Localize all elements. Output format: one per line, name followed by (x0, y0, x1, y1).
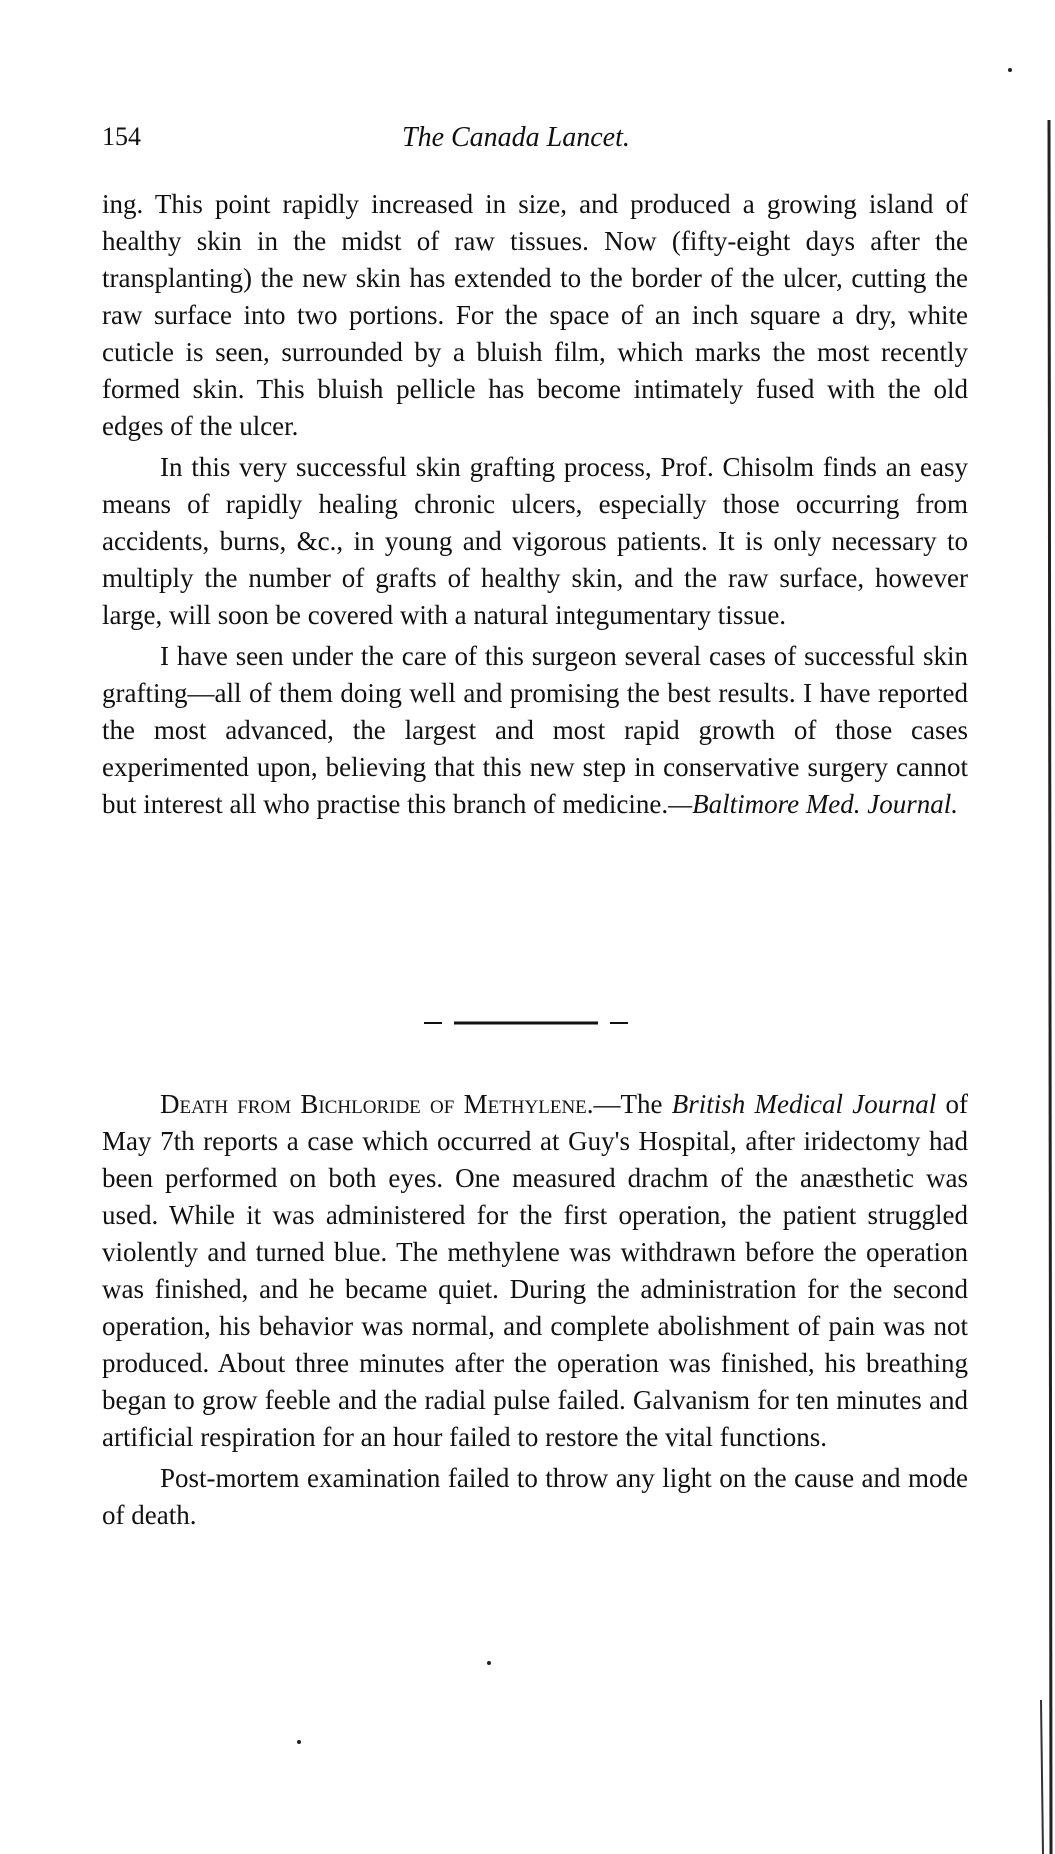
paragraph (102, 638, 968, 823)
journal-name: British Medical Journal (671, 1089, 937, 1119)
running-title: The Canada Lancet. (402, 122, 630, 153)
print-speck (487, 1661, 491, 1665)
page-number: 154 (102, 122, 141, 151)
paragraph: In this very successful skin grafting process, Prof. Chisolm finds an easy means of rapidly healing chronic ulcers, especially those occurring from accidents, burns, &c., in young and vigorous patients. It is only necessary to multiply the number of grafts of healthy skin, and the raw surface, however large, will soon be covered with a natural integumentary tissue. (102, 452, 968, 630)
section-divider (424, 1020, 628, 1026)
paragraph: Post-mortem examination failed to throw any light on the cause and mode of death. (102, 1463, 968, 1530)
paragraph: ing. This point rapidly increased in size, and produced a growing island of healthy skin in the midst of raw tissues. Now (fifty-eight days after the transplanting) the new skin has extended to the border of the ulcer, cutting the raw surface into two portions. For the space of an inch square a dry, white cuticle is seen, surrounded by a bluish film, which marks the most recently formed skin. This bluish pellicle has become intimately fused with the old edges of the ulcer. (102, 189, 968, 441)
article-bichloride-of-methylene (102, 1086, 968, 1534)
article-skin-grafting (102, 186, 968, 823)
paragraph-text: I have seen under the care of this surgeon several cases of successful skin grafting—all of them doing well and promising the best results. I have reported the most advanced, the largest and most rapid growth of those cases experimented upon, believing that this new step in conservative surgery cannot but interest all who practise this branch of medicine. (102, 641, 968, 819)
source-citation: —Baltimore Med. Journal. (668, 789, 959, 819)
heading-dash: —The (593, 1089, 672, 1119)
print-speck (297, 1740, 301, 1744)
paragraph-text: of May 7th reports a case which occurred at Guy's Hospital, after iridectomy had been performed on both eyes. One measured drachm of the anæsthetic was used. While it was administered for the first operation, the patient struggled violently and turned blue. The methylene was withdrawn before the operation was finished, and he became quiet. During the administration for the second operation, his behavior was normal, and complete abolishment of pain was not produced. About three minutes after the operation was finished, his breathing began to grow feeble and the radial pulse failed. Galvanism for ten minutes and artificial respiration for an hour failed to restore the vital functions. (102, 1089, 969, 1452)
page-header (102, 122, 972, 162)
page-edge-shadow (1035, 0, 1055, 1854)
print-speck (1008, 68, 1012, 72)
article-heading: Death from Bichloride of Methylene. (160, 1089, 594, 1119)
paragraph (102, 1086, 968, 1456)
